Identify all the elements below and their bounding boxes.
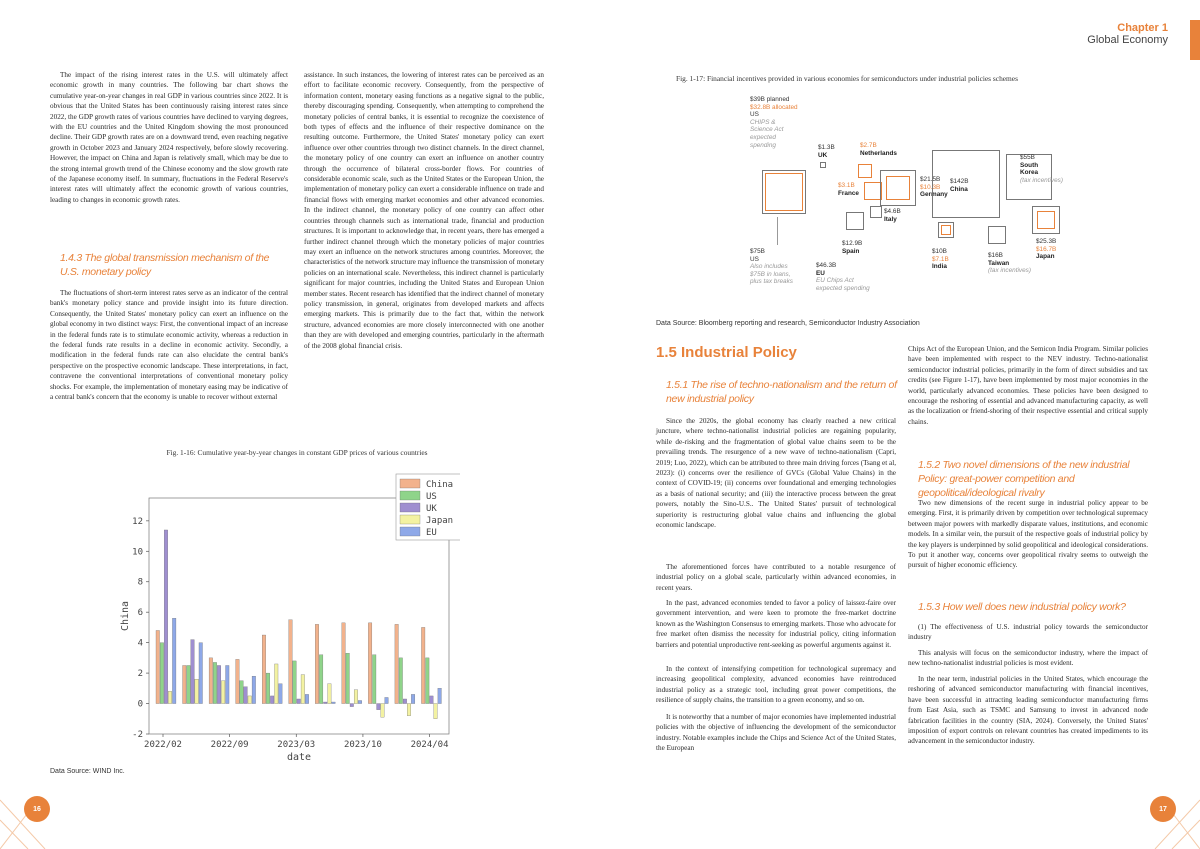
right-paragraph-4: In the context of intensifying competition for technological supremacy and increasing geopolitical complexity, advanced economies have reintroduced industrial policy as a strategic tool, including great power competitions, the resilience of supply chains, the transition to a green economy, and so on. — [656, 665, 896, 705]
legend-swatch-us — [400, 491, 420, 500]
map-text: $75B — [750, 248, 765, 255]
x-tick-label: 2022/02 — [144, 740, 182, 750]
legend-label-us: US — [426, 492, 437, 502]
y-tick-label: 12 — [132, 516, 143, 527]
map-text: Taiwan — [988, 259, 1010, 267]
bar-eu-2024-09 — [438, 688, 442, 703]
y-tick-label: 6 — [137, 608, 143, 619]
map-text: $39B planned — [750, 96, 790, 103]
right-paragraph-7: Two new dimensions of the recent surge in industrial policy appear to be emerging. First, it is primarily driven by competition over technological supremacy between major powers with markedly disparate values, institutions, and economic models. In a similar vein, the pursuit of the respective goals of industrial policy by the key players is underpinned by solid geopolitical and ideological considerations. To put it another way, concerns over geopolitical rivalry seems to outweigh the pursuit of higher economic efficiency. — [908, 499, 1148, 570]
bar-japan-2023-09 — [328, 684, 332, 704]
map-text: India — [932, 263, 947, 271]
map-label-us-planned — [750, 96, 820, 149]
map-label-spain — [842, 240, 862, 255]
map-text: spending — [750, 141, 776, 149]
map-label-netherlands — [860, 142, 897, 157]
legend-label-uk: UK — [426, 504, 437, 514]
uk-square — [820, 162, 826, 168]
bar-uk-2024-03 — [377, 704, 381, 710]
legend-swatch-eu — [400, 527, 420, 536]
bar-china-2024-06 — [395, 624, 399, 703]
legend-label-japan: Japan — [426, 516, 454, 526]
map-text: $10.3B — [920, 183, 941, 191]
x-tick-label: 2022/09 — [210, 740, 249, 750]
y-axis-label: China — [120, 600, 131, 632]
bar-china-2022-09 — [209, 658, 213, 704]
bar-eu-2023-06 — [305, 694, 309, 703]
italy-square — [870, 206, 882, 218]
left-data-source: Data Source: WIND Inc. — [50, 768, 125, 775]
y-tick-label: -2 — [132, 730, 143, 740]
map-label-china — [950, 178, 968, 193]
bar-japan-2023-03 — [275, 664, 279, 704]
legend-label-china: China — [426, 480, 454, 490]
bar-eu-2022-06 — [199, 643, 203, 704]
map-text: $46.3B — [816, 262, 837, 269]
map-text: $16B — [988, 252, 1003, 259]
map-label-india — [932, 248, 949, 271]
heading-1-5-1: 1.5.1 The rise of techno-nationalism and the return of new industrial policy — [666, 379, 897, 405]
netherlands-square — [858, 164, 872, 178]
gdp-bar-chart — [120, 468, 460, 768]
taiwan-square — [988, 226, 1006, 244]
map-text: UK — [818, 151, 828, 159]
x-tick-label: 2024/04 — [410, 740, 449, 750]
map-text: $16.7B — [1036, 245, 1057, 253]
map-text: $32.8B allocated — [750, 103, 798, 111]
map-text: $55B — [1020, 154, 1035, 161]
map-text: Spain — [842, 247, 860, 255]
figure-1-17-caption: Fig. 1-17: Financial incentives provided in various economies for semiconductors under industrial policies schemes — [676, 74, 1018, 83]
map-text: CHIPS & — [750, 118, 776, 126]
bar-japan-2023-12 — [354, 690, 358, 704]
bar-japan-2022-09 — [221, 681, 225, 704]
bar-china-2023-06 — [289, 620, 293, 704]
map-text: $3.1B — [838, 182, 855, 189]
right-data-source: Data Source: Bloomberg reporting and research, Semiconductor Industry Association — [656, 320, 920, 327]
map-label-japan — [1036, 238, 1056, 261]
bar-uk-2023-12 — [350, 704, 354, 707]
map-label-france — [838, 182, 859, 197]
right-paragraph-10: In the near term, industrial policies in the United States, which encourage the reshoring of advanced semiconductor manufacturing with financial incentives, have been successful in attracting leading semiconductor manufacturing firms from East Asia, such as TSMC and Samsung to invest in advanced node fabrication facilities in the country (SIA, 2024). Conversely, the United States' imposition of export controls on relevant countries has created impediments to its advancement in the semiconductor industry. — [908, 675, 1148, 746]
bar-japan-2022-03 — [168, 691, 172, 703]
map-text: (tax incentives) — [988, 267, 1031, 275]
map-text: $12.9B — [842, 240, 863, 247]
right-paragraph-8: (1) The effectiveness of U.S. industrial policy towards the semiconductor industry — [908, 623, 1148, 642]
y-tick-label: 0 — [137, 699, 143, 710]
map-text: Korea — [1020, 169, 1039, 177]
page-number-right: 17 — [1150, 796, 1176, 822]
map-text: $2.7B — [860, 142, 877, 149]
map-text: plus tax breaks — [750, 278, 793, 286]
map-text: $7.1B — [932, 255, 949, 263]
bar-china-2022-06 — [183, 665, 187, 703]
map-text: $142B — [950, 178, 969, 185]
map-text: EU Chips Act — [816, 277, 854, 285]
bar-us-2023-06 — [293, 661, 297, 704]
section-title-1-5: 1.5 Industrial Policy — [656, 344, 797, 361]
x-tick-label: 2023/03 — [277, 740, 316, 750]
india-allocated-square — [941, 225, 951, 235]
map-text: Japan — [1036, 253, 1055, 261]
left-paragraph-3: assistance. In such instances, the lowering of interest rates can be perceived as an effort to facilitate economic recovery. Consequently, from the perspective of information content, monetary easing functions as a negative signal to the public, thereby discouraging spending. Consequently, when attempting to comprehend the monetary policies of central banks, it is essential to recognize the coexistence of both types of effects and the influence of their respective dominance on the resulting outcome. Furthermore, the United States' monetary policy can exert influence over other countries through two distinct channels. In the direct channel, the monetary policy of one country can exert an influence on another country through the occurrence of bilateral cross-border flows. For countries of considerable economic scale, such as the United States or the European Union, the implementation of monetary policy can exert a considerable influence on trade and financial flows with emerging market economies and other advanced economies. In the indirect channel, the monetary policy of one country can affect other countries through channels such as international trade, financial and production structures. It is important to acknowledge that, in recent years, there has emerged a further indirect channel through which the monetary policies of major countries may exert an influence on the network structures among countries. Moreover, the characteristics of the network structure may influence the transmission of monetary policies on an international scale. Nevertheless, this indirect channel is particularly significant for major countries, including the United States and European Union member states. Recent research has identified that the indirect channel of monetary policy transmission, in general, originates from developed markets and affects emerging markets. This is primarily due to the fact that, within the network structure, advanced economies are more closely interconnected with one another than they are with developed and emerging countries, particularly in the aftermath of the 2008 global financial crisis. — [304, 71, 544, 350]
germany-allocated-square — [886, 176, 910, 200]
semiconductor-incentives-map — [750, 92, 1080, 302]
y-tick-label: 8 — [137, 577, 143, 588]
leader-line — [777, 217, 778, 245]
map-text: US — [750, 255, 759, 263]
bar-us-2022-06 — [187, 665, 191, 703]
chapter-number: Chapter 1 — [1117, 22, 1168, 34]
legend-swatch-china — [400, 479, 420, 488]
bar-china-2022-03 — [156, 630, 160, 703]
bar-eu-2023-03 — [279, 684, 283, 704]
left-paragraph-2: The fluctuations of short-term interest rates serve as an indicator of the central bank's monetary policy stance and provide insight into its future direction. Consequently, the United States' monetary policy can exert an influence on the global economy in two distinct ways: First, the conventional impact of an increase in the federal funds rate is to stimulate economic activity, whereas a reduction in the federal funds rate results in a decline in economic activity. Secondly, a modification in the federal funds rate can also elucidate the central bank's perspective on the prospective economic landscape. These interpretations, in fact, contravene the conventional interpretations of conventional monetary policy shocks. For example, the implementation of monetary easing may be indicative of a central bank's concern that the economy is unable to recover without external — [50, 289, 288, 402]
left-paragraph-1: The impact of the rising interest rates in the U.S. will ultimately affect economic growth in many countries. The following bar chart shows the cumulative year-on-year changes in real GDP in various countries since 2022. It is obvious that the United States has been continuously raising interest rates since 2022, the GDP growth rates of various countries have declined to varying degrees, with the EU countries and the United Kingdom showing the most pronounced decline. Their GDP growth rates are on a downward trend, even reaching negative growth in October 2023 and January 2024 respectively, before slowly recovering. However, the impact on China and Japan is relatively small, which may be due to the strong internal growth trend of the Chinese economy and the slow growth rate of the Japanese economy itself. In summary, fluctuations in the Federal Reserve's interest rates will ultimately affect the economic growth of various countries, leading to changes in economic growth rates. — [50, 71, 288, 204]
heading-1-5-2: 1.5.2 Two novel dimensions of the new industrial Policy: great-power competition and geopolitical/ideological rivalry — [918, 459, 1130, 499]
bar-japan-2023-06 — [301, 675, 305, 704]
bar-eu-2024-03 — [385, 697, 389, 703]
bar-china-2023-12 — [342, 623, 346, 704]
bar-us-2023-09 — [319, 655, 323, 704]
y-tick-label: 10 — [132, 547, 143, 558]
map-text: China — [950, 185, 968, 193]
map-text: Netherlands — [860, 149, 897, 157]
map-text: $1.3B — [818, 144, 835, 151]
map-label-uk — [818, 144, 835, 159]
bar-us-2022-12 — [240, 681, 244, 704]
bar-uk-2023-09 — [323, 702, 327, 704]
bar-us-2022-03 — [160, 643, 164, 704]
right-paragraph-2: The aforementioned forces have contributed to a notable resurgence of industrial policy on a global scale, particularly within advanced economies, in recent years. — [656, 563, 896, 592]
left-heading-1-4-3: 1.4.3 The global transmission mechanism of the U.S. monetary policy — [60, 252, 270, 278]
bar-eu-2022-09 — [226, 665, 230, 703]
bar-us-2024-03 — [372, 655, 376, 704]
bar-uk-2022-03 — [164, 530, 168, 704]
bar-eu-2024-06 — [411, 694, 415, 703]
map-text: Italy — [884, 215, 897, 223]
bar-japan-2024-06 — [407, 704, 411, 716]
bar-uk-2024-06 — [403, 699, 407, 704]
chapter-tab-marker — [1190, 20, 1200, 60]
map-text: expected — [750, 133, 776, 141]
map-text: $25.3B — [1036, 238, 1057, 245]
bar-japan-2022-12 — [248, 696, 252, 704]
map-label-eu — [816, 262, 906, 292]
legend-swatch-japan — [400, 515, 420, 524]
legend-label-eu: EU — [426, 528, 437, 538]
x-tick-label: 2023/10 — [343, 740, 382, 750]
map-text: France — [838, 189, 859, 197]
bar-china-2022-12 — [236, 659, 240, 703]
map-text: Also includes — [750, 263, 788, 271]
bar-uk-2022-06 — [191, 640, 195, 704]
map-text: expected spending — [816, 284, 870, 292]
bar-china-2024-09 — [421, 627, 425, 703]
map-text: $75B in loans, — [750, 270, 791, 278]
map-text: (tax incentives) — [1020, 176, 1063, 184]
bar-uk-2022-12 — [244, 687, 248, 704]
bar-eu-2022-03 — [172, 618, 176, 703]
bar-china-2023-09 — [315, 624, 319, 703]
y-tick-label: 4 — [137, 638, 143, 649]
map-label-italy — [884, 208, 901, 223]
figure-1-16-caption: Fig. 1-16: Cumulative year-by-year changes in constant GDP prices of various countries — [166, 448, 428, 457]
map-label-south-korea — [1020, 154, 1063, 184]
bar-us-2022-09 — [213, 662, 217, 703]
x-axis-label: date — [286, 752, 312, 763]
bar-uk-2024-09 — [430, 696, 434, 704]
map-text: South — [1020, 161, 1039, 169]
map-text: EU — [816, 269, 825, 277]
legend-swatch-uk — [400, 503, 420, 512]
bar-eu-2022-12 — [252, 676, 256, 703]
page-number-left: 16 — [24, 796, 50, 822]
spain-square — [846, 212, 864, 230]
bar-uk-2022-09 — [217, 665, 221, 703]
chapter-title: Global Economy — [1087, 34, 1168, 46]
right-paragraph-6: Chips Act of the European Union, and the Semicon India Program. Similar policies have been implemented with respect to the NEV industry. Techno-nationalist semiconductor industrial policies, primarily in the form of direct subsidies and tax credits (see Figure 1-17), have been implemented by most major economies in the world, particularly advanced economies. These policies have been designed to encourage the reshoring of essential and advanced manufacturing capacity, as well as the localization or friend-shoring of their respective essential and critical supply chains. — [908, 345, 1148, 426]
map-text: $21.5B — [920, 176, 941, 183]
bar-us-2023-03 — [266, 673, 270, 703]
right-paragraph-5: It is noteworthy that a number of major economies have implemented industrial policies with the objective of influencing the development of the semiconductor industry. Notable examples include the Chips and Science Act of the United States, the European — [656, 713, 896, 753]
bar-us-2023-12 — [346, 653, 350, 703]
bar-china-2024-03 — [368, 623, 372, 704]
y-tick-label: 2 — [137, 669, 143, 680]
bar-uk-2023-06 — [297, 699, 301, 704]
right-paragraph-1: Since the 2020s, the global economy has clearly reached a new critical juncture, where techno-nationalist industrial policies are regaining popularity, while de-risking and the fragmentation of global value chains seem to be the prevailing trends. The resurgence of a new wave of techno-nationalism (Capri, 2019; Luo, 2022), which can be attributed to three main driving forces (Tsang et al, 2023): (i) concerns over the resilience of GVCs (Global Value Chains) in the context of COVID-19; (ii) concerns over foundational and emerging technologies as a basis of national security; and (iii) the interactive process between the great powers, notably the Sino-U.S.. The United States' pursuit of technological superiority is restructuring global value chains and influencing the global economic landscape. — [656, 417, 896, 530]
bar-china-2023-03 — [262, 635, 266, 704]
bar-us-2024-09 — [426, 658, 430, 704]
map-text: $4.6B — [884, 208, 901, 215]
us-allocated-square — [765, 173, 803, 211]
bar-japan-2022-06 — [195, 679, 199, 703]
map-text: Science Act — [750, 126, 784, 134]
chapter-header — [1000, 22, 1168, 46]
map-text: Germany — [920, 191, 948, 199]
map-label-taiwan — [988, 252, 1031, 275]
bar-japan-2024-09 — [434, 704, 438, 719]
right-paragraph-9: This analysis will focus on the semiconductor industry, where the impact of new techno-nationalist industrial policies is most evident. — [908, 649, 1148, 668]
bar-us-2024-06 — [399, 658, 403, 704]
japan-allocated-square — [1037, 211, 1055, 229]
bar-eu-2023-12 — [358, 701, 362, 704]
map-label-us-loans — [750, 248, 820, 286]
bar-eu-2023-09 — [332, 702, 336, 704]
right-paragraph-3: In the past, advanced economies tended to favor a policy of laissez-faire over government intervention, and were keen to promote the free-market doctrine known as the Washington Consensus to emerging markets. Those who advocate for free market often dismiss the necessity for industrial policy, citing information barriers and potential unproductive rent-seeking as powerful arguments against it. — [656, 599, 896, 649]
heading-1-5-3: 1.5.3 How well does new industrial policy work? — [918, 601, 1126, 613]
map-text: US — [750, 111, 759, 119]
map-text: $10B — [932, 248, 947, 255]
bar-uk-2023-03 — [270, 696, 274, 704]
bar-japan-2024-03 — [381, 704, 385, 718]
